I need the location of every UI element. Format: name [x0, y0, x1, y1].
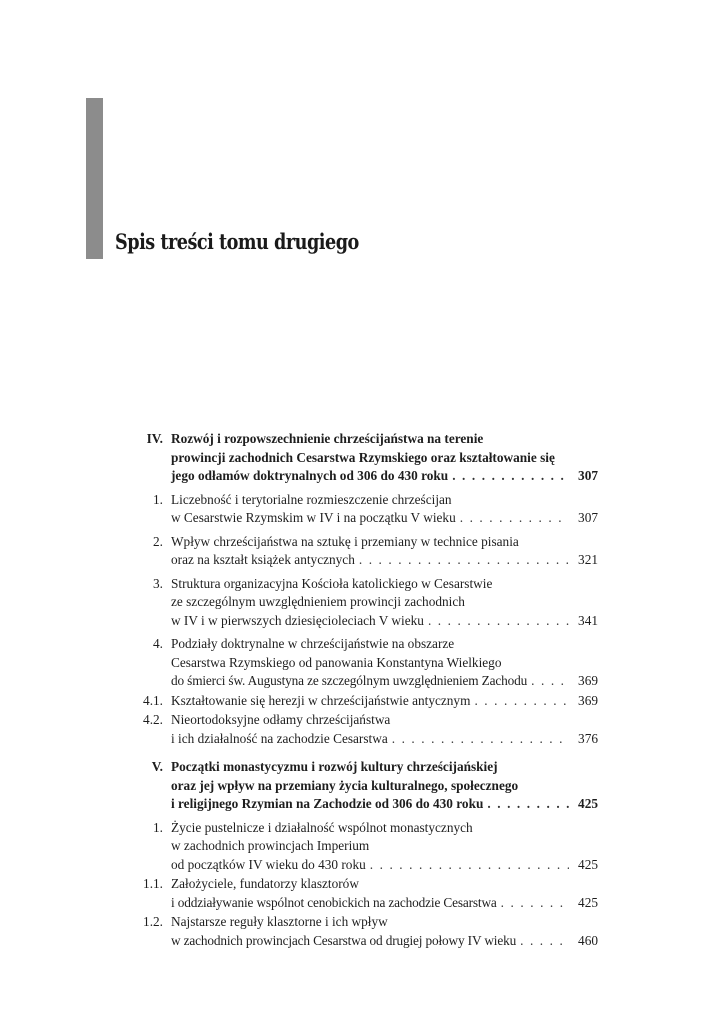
dot-leader — [370, 856, 569, 875]
toc-entry[interactable] — [136, 758, 598, 814]
toc-page-number: 321 — [578, 552, 598, 567]
toc-entry-number: 1. — [153, 491, 163, 507]
toc-entry[interactable] — [136, 575, 598, 631]
toc-entry-title-line: w zachodnich prowincjach Cesarstwa od drugiej połowy IV wieku — [171, 932, 517, 948]
toc-page-number: 307 — [578, 510, 598, 525]
toc-page-number: 369 — [578, 673, 598, 688]
toc-entry-title-line: Kształtowanie się herezji w chrześcijaństwie antycznym — [171, 692, 471, 708]
toc-entry-number: 3. — [153, 575, 163, 591]
toc-entry-title-line: Rozwój i rozpowszechnienie chrześcijaństwa na terenie — [171, 431, 484, 446]
toc-entry[interactable] — [136, 491, 598, 528]
toc-entry-title-line: prowincji zachodnich Cesarstwa Rzymskiego oraz kształtowanie się — [171, 449, 555, 465]
dot-leader — [452, 467, 569, 486]
toc-entry[interactable] — [136, 819, 598, 875]
dot-leader — [359, 551, 569, 570]
table-of-contents — [136, 425, 598, 950]
toc-entry-title-line: Najstarsze reguły klasztorne i ich wpływ — [171, 914, 388, 929]
toc-page-number: 425 — [578, 856, 598, 872]
toc-entry[interactable] — [136, 533, 598, 570]
toc-entry-title-line: ze szczególnym uwzględnieniem prowincji zachodnich — [171, 594, 465, 609]
dot-leader — [520, 932, 569, 951]
toc-entry-title-line: Początki monastycyzmu i rozwój kultury chrześcijańskiej — [171, 759, 498, 774]
toc-entry[interactable] — [136, 692, 598, 711]
page-title: Spis treści tomu drugiego — [115, 229, 359, 254]
toc-entry[interactable] — [136, 430, 598, 486]
dot-leader — [487, 795, 569, 814]
toc-entry-title-line: Podziały doktrynalne w chrześcijaństwie na obszarze — [171, 636, 455, 651]
toc-page-number: 425 — [578, 894, 598, 910]
toc-entry-title-line: w IV i w pierwszych dziesięcioleciach V wieku — [171, 612, 424, 628]
toc-entry-title-line: od początków IV wieku do 430 roku — [171, 856, 366, 872]
toc-entry-number: V. — [151, 759, 163, 774]
dot-leader — [531, 672, 569, 691]
toc-entry-number: 1.1. — [143, 876, 163, 891]
toc-entry-number: 4. — [153, 636, 163, 651]
chapter-marker-bar — [86, 98, 103, 259]
dot-leader — [474, 692, 569, 711]
toc-entry-title-line: i religijnego Rzymian na Zachodzie od 306 do 430 roku — [171, 796, 484, 811]
toc-entry-number: 2. — [153, 533, 163, 549]
toc-page-number: 460 — [578, 932, 598, 948]
toc-entry[interactable] — [136, 913, 598, 950]
toc-entry-number: 4.1. — [143, 692, 163, 708]
dot-leader — [501, 894, 569, 913]
toc-page-number: 425 — [578, 796, 598, 811]
toc-entry-title-line: Założyciele, fundatorzy klasztorów — [171, 876, 359, 891]
toc-entry-title-line: Wpływ chrześcijaństwa na sztukę i przemiany w technice pisania — [171, 533, 519, 549]
toc-entry-title-line: oraz jej wpływ na przemiany życia kulturalnego, społecznego — [171, 777, 519, 793]
dot-leader — [460, 509, 569, 528]
toc-entry-title-line: do śmierci św. Augustyna ze szczególnym uwzględnieniem Zachodu — [171, 673, 528, 688]
toc-entry[interactable] — [136, 635, 598, 691]
toc-entry-title-line: Liczebność i terytorialne rozmieszczenie chrześcijan — [171, 491, 452, 507]
dot-leader — [392, 730, 569, 749]
toc-entry-number: IV. — [146, 431, 163, 446]
toc-entry-title-line: jego odłamów doktrynalnych od 306 do 430 roku — [171, 468, 449, 483]
toc-entry-title-line: i oddziaływanie wspólnot cenobickich na zachodzie Cesarstwa — [171, 894, 497, 910]
toc-entry-title-line: oraz na kształt książek antycznych — [171, 552, 355, 567]
toc-entry[interactable] — [136, 711, 598, 748]
toc-entry-title-line: w zachodnich prowincjach Imperium — [171, 838, 370, 853]
toc-entry-title-line: Cesarstwa Rzymskiego od panowania Konstantyna Wielkiego — [171, 654, 502, 670]
toc-page-number: 369 — [578, 692, 598, 708]
toc-entry-title-line: Życie pustelnicze i działalność wspólnot monastycznych — [171, 819, 473, 835]
toc-entry-number: 4.2. — [143, 712, 163, 727]
toc-entry-title-line: Struktura organizacyjna Kościoła katolickiego w Cesarstwie — [171, 575, 493, 591]
toc-entry-title-line: w Cesarstwie Rzymskim w IV i na początku V wieku — [171, 510, 456, 525]
toc-page-number: 376 — [578, 730, 598, 746]
dot-leader — [428, 612, 569, 631]
toc-entry-number: 1. — [153, 819, 163, 835]
toc-entry-title-line: i ich działalność na zachodzie Cesarstwa — [171, 730, 388, 746]
toc-entry-title-line: Nieortodoksyjne odłamy chrześcijaństwa — [171, 712, 391, 727]
toc-entry-number: 1.2. — [143, 914, 163, 929]
toc-page-number: 341 — [578, 612, 598, 628]
toc-entry[interactable] — [136, 875, 598, 912]
toc-page-number: 307 — [578, 468, 598, 483]
